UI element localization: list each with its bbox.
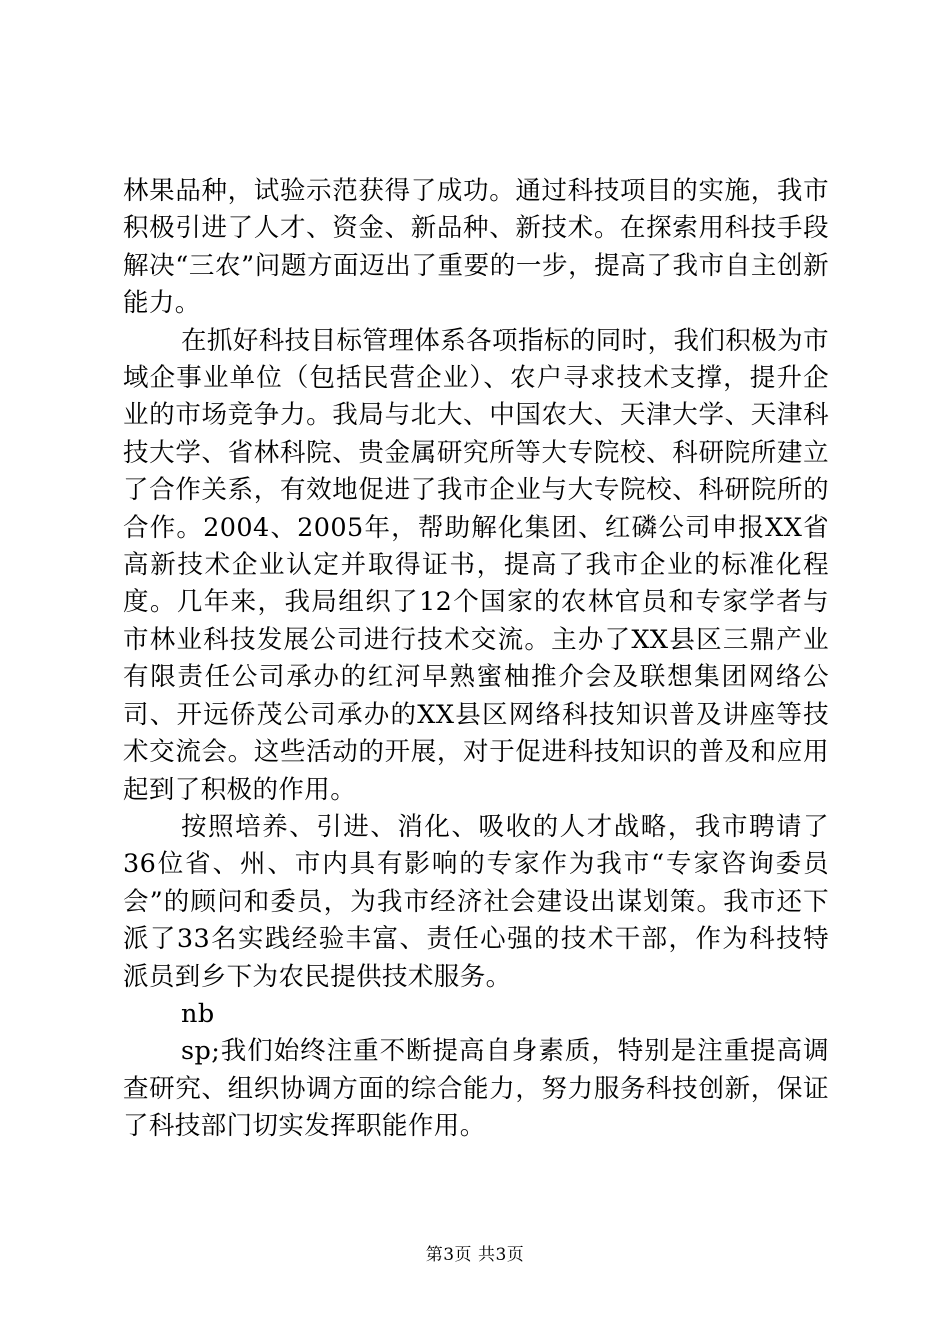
paragraph-cooperation: 在抓好科技目标管理体系各项指标的同时，我们积极为市域企事业单位（包括民营企业）、农户寻求技术支撑，提升企业的市场竞争力。我局与北大、中国农大、天津大学、天津科技大学、省林科院、贵金属研究所等大专院校、科研院所建立了合作关系，有效地促进了我市企业与大专院校、科研院所的合作。2004、2005年，帮助解化集团、红磷公司申报XX省高新技术企业认定并取得证书，提高了我市企业的标准化程度。几年来，我局组织了12个国家的农林官员和专家学者与市林业科技发展公司进行技术交流。主办了XX县区三鼎产业有限责任公司承办的红河早熟蜜柚推介会及联想集团网络公司、开远侨茂公司承办的XX县区网络科技知识普及讲座等技术交流会。这些活动的开展，对于促进科技知识的普及和应用起到了积极的作用。 xyxy=(123,325,829,805)
page-footer: 第3页 共3页 xyxy=(425,1245,525,1265)
paragraph-talent-strategy: 按照培养、引进、消化、吸收的人才战略，我市聘请了36位省、州、市内具有影响的专家作为我市“专家咨询委员会”的顾问和委员，为我市经济社会建设出谋划策。我市还下派了33名实践经验丰富、责任心强的技术干部，作为科技特派员到乡下为农民提供技术服务。 xyxy=(123,811,829,992)
paragraph-self-improvement: sp;我们始终注重不断提高自身素质，特别是注重提高调查研究、组织协调方面的综合能力，努力服务科技创新，保证了科技部门切实发挥职能作用。 xyxy=(123,1036,829,1142)
paragraph-fragment: nb xyxy=(181,998,215,1029)
document-body xyxy=(123,173,829,1146)
paragraph-continued: 林果品种，试验示范获得了成功。通过科技项目的实施，我市积极引进了人才、资金、新品种、新技术。在探索用科技手段解决“三农”问题方面迈出了重要的一步，提高了我市自主创新能力。 xyxy=(123,176,829,319)
